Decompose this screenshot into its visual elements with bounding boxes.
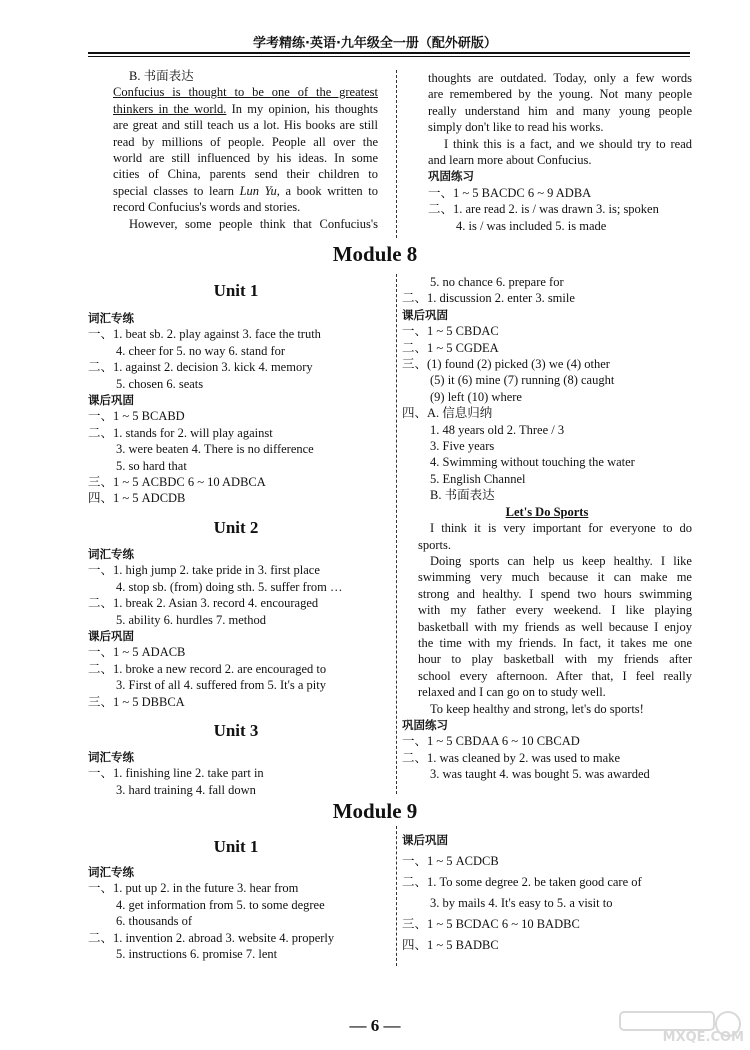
essay-line: record Confucius's words and stories. [113,200,301,215]
answer-line: 二、1. against 2. decision 3. kick 4. memory [88,360,313,375]
answer-line: 二、1. break 2. Asian 3. record 4. encouraged [88,596,319,611]
answer-line: 二、1 ~ 5 CGDEA [402,340,499,355]
answer-line: 3. hard training 4. fall down [116,782,256,797]
answer-line: 5. so hard that [116,458,187,473]
column-divider [396,70,397,238]
essay-line: the time with my friends. In fact, it takes me one [418,635,692,650]
essay-text: special classes to learn [113,183,240,198]
essay-line: hour to play basketball with my friends after [418,652,692,667]
answer-line: 4. is / was included 5. is made [456,218,607,233]
essay-title: Let's Do Sports [505,504,589,519]
unit-title: Unit 1 [213,837,259,856]
section-heading: 巩固练习 [402,717,448,732]
answer-line: (9) left (10) where [430,389,522,404]
answer-line: 4. cheer for 5. no way 6. stand for [116,343,286,358]
answer-line: 一、1. finishing line 2. take part in [88,766,264,781]
answer-line: 3. by mails 4. It's easy to 5. a visit to [430,896,613,910]
answer-line: 5. ability 6. hurdles 7. method [116,612,266,627]
top-right-block [428,70,692,234]
module9-left-column [88,836,384,962]
answer-line: 二、1. stands for 2. will play against [88,425,273,440]
essay-line: read by millions of people. People all over the [113,134,378,149]
answer-line: 一、1. put up 2. in the future 3. hear from [88,881,299,896]
answer-line: 5. English Channel [430,471,526,486]
section-heading: 课后巩固 [88,628,134,643]
answer-line: 6. thousands of [116,914,193,929]
essay-line: are remembered by the young. Not many people [428,87,692,102]
answer-line: 四、A. 信息归纳 [402,406,493,421]
section-heading: 巩固练习 [428,169,474,184]
answer-line: 3. First of all 4. suffered from 5. It's a pity [116,678,326,693]
essay-line: cities of China, parents send their children to [113,167,378,182]
header-rule [88,52,690,54]
essay-line: sports. [418,537,451,552]
essay-line: swimming very much because it can make me [418,570,692,585]
answer-line: 三、1 ~ 5 BCDAC 6 ~ 10 BADBC [402,917,580,931]
answer-line: 二、1. are read 2. is / was drawn 3. is; spoken [428,202,659,217]
essay-line: really understand him and many young people [428,103,692,118]
answer-line: 一、1 ~ 5 ACDCB [402,854,499,868]
answer-line: 4. get information from 5. to some degree [116,897,325,912]
essay-line [113,101,378,117]
book-title: Lun Yu [239,183,277,198]
essay-line: simply don't like to read his works. [428,120,604,135]
answer-line: 3. was taught 4. was bought 5. was awarded [430,767,650,782]
essay-line: are great and still teach us a lot. His books are still [113,118,378,133]
column-divider [396,826,397,966]
essay-text: In my opinion, his thoughts [226,101,378,116]
section-heading: 词汇专练 [88,546,134,561]
answer-line: 一、1 ~ 5 BACDC 6 ~ 9 ADBA [428,185,592,200]
answer-line: 四、1 ~ 5 BADBC [402,938,499,952]
answer-line: 5. chosen 6. seats [116,376,204,391]
answer-line: 三、1 ~ 5 ACBDC 6 ~ 10 ADBCA [88,475,266,490]
watermark-text: MXQE.COM [662,1030,744,1045]
answer-line: 二、1. To some degree 2. be taken good care of [402,875,642,889]
essay-line: relaxed and I can go on to study well. [418,685,606,700]
essay-line: thoughts are outdated. Today, only a few words [428,71,692,85]
answer-line: 1. 48 years old 2. Three / 3 [430,422,565,437]
answer-line: (5) it (6) mine (7) running (8) caught [430,373,615,388]
essay-line: strong and healthy. I spend two hours swimming [418,586,692,601]
answer-line: 3. were beaten 4. There is no difference [116,442,314,457]
essay-line: Doing sports can help us keep healthy. I like [430,553,692,568]
page-number: — 6 — [349,1016,401,1035]
essay-line: world are still influenced by his ideas. In some [113,151,378,166]
essay-line: Confucius is thought to be one of the greatest [113,85,378,100]
essay-line: and learn more about Confucius. [428,153,592,168]
essay-underline: thinkers in the world. [113,101,227,116]
answer-line: 二、1. broke a new record 2. are encouraged to [88,661,327,676]
answer-line: 一、1 ~ 5 ADACB [88,645,186,660]
unit-title: Unit 3 [213,720,259,740]
answer-line: 三、(1) found (2) picked (3) we (4) other [402,357,610,372]
answer-line: 三、1 ~ 5 DBBCA [88,694,185,709]
essay-line: To keep healthy and strong, let's do sports! [430,701,644,716]
header-title: 学考精练·英语·九年级全一册（配外研版） [253,36,497,51]
section-heading: 词汇专练 [88,311,134,325]
column-divider [396,274,397,794]
answer-line: 一、1. beat sb. 2. play against 3. face the truth [88,327,321,342]
answer-line: B. 书面表达 [430,488,495,503]
essay-line: basketball with my friends as well because I enjoy [418,619,692,634]
answer-line: 3. Five years [430,439,495,454]
essay-line: However, some people think that Confucius's [129,216,378,231]
answer-line: 二、1. discussion 2. enter 3. smile [402,291,575,306]
answer-line: 4. stop sb. (from) doing sth. 5. suffer from … [116,579,343,594]
module8-left-column [88,280,384,798]
essay-line [113,183,378,199]
section-heading: 词汇专练 [88,865,134,879]
section-heading: 课后巩固 [402,307,448,322]
answer-line: 一、1 ~ 5 BCABD [88,409,185,424]
answer-line: 一、1. high jump 2. take pride in 3. first place [88,563,320,578]
page-header [0,0,750,56]
section-heading: 课后巩固 [88,393,134,408]
answer-line: 5. no chance 6. prepare for [430,275,564,289]
section-heading: 词汇专练 [88,749,134,764]
module-title: Module 8 [332,242,418,266]
unit-title: Unit 1 [213,281,259,300]
section-heading: 课后巩固 [402,833,448,847]
answer-line: 二、1. invention 2. abroad 3. website 4. properly [88,930,335,945]
module9-right-column [402,830,692,956]
top-left-essay [113,68,378,232]
essay-label: B. 书面表达 [129,69,194,83]
module8-right-column [402,274,692,783]
essay-text: , a book written to [276,183,378,198]
answer-line: 5. instructions 6. promise 7. lent [116,947,278,962]
essay-line: with my father every weekend. I like playing [418,603,692,618]
answer-line: 4. Swimming without touching the water [430,455,635,470]
module-title: Module 9 [332,799,418,823]
answer-line: 一、1 ~ 5 CBDAA 6 ~ 10 CBCAD [402,734,580,749]
essay-line: I think it is very important for everyone to do [430,521,692,536]
answer-line: 一、1 ~ 5 CBDAC [402,324,499,339]
answer-line: 二、1. was cleaned by 2. was used to make [402,750,620,765]
unit-title: Unit 2 [213,517,259,537]
answer-line: 四、1 ~ 5 ADCDB [88,491,186,506]
essay-line: school every afternoon. After that, I feel really [418,668,692,683]
header-rule-thin [88,56,690,57]
essay-line: I think this is a fact, and we should try to read [444,136,692,151]
watermark-logo [612,1010,744,1046]
